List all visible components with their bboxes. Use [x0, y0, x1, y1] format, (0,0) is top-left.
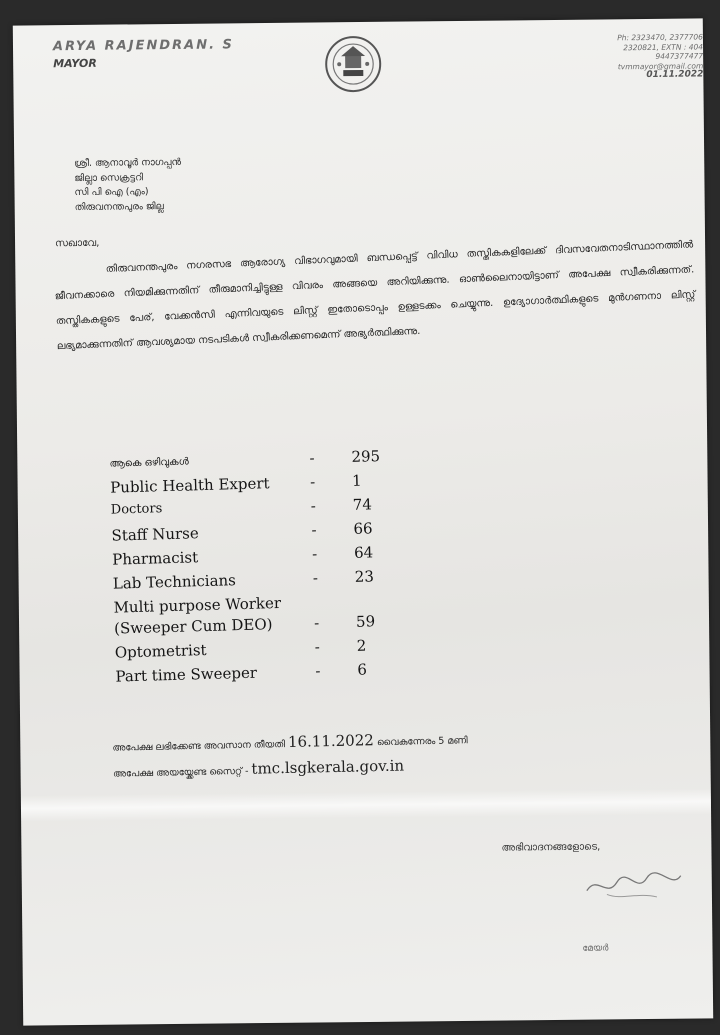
deadline-date: 16.11.2022: [287, 731, 375, 751]
vacancy-count: 66: [353, 519, 373, 538]
application-site: tmc.lsgkerala.gov.in: [251, 756, 405, 778]
address-line: തിരുവനന്തപുരം ജില്ല: [74, 200, 164, 213]
vacancy-dash: -: [315, 661, 321, 680]
vacancy-label: Optometrist: [114, 641, 207, 662]
vacancy-label: Doctors: [110, 501, 163, 518]
vacancy-dash: -: [312, 568, 319, 588]
vacancy-label: Public Health Expert: [109, 474, 270, 497]
body-paragraph: തിരുവനന്തപുരം നഗരസഭ ആരോഗ്യ വിഭാഗവുമായി ബന്ധപ്പെട്ട് വിവിധ തസ്തികകളിലേക്ക് ദിവസവേതനാടിസ്ഥാനത്തിൽ ജീവനക്കാരെ നിയമിക്കുന്നതിന് തീരുമാനിച്ചിട്ടുള്ള വിവരം അങ്ങയെ അറിയിക്കുന്നു. ഓൺലൈനായിട്ടാണ് അപേക്ഷ സ്വീകരിക്കുന്നത്. തസ്തികകളുടെ പേര്, വേക്കൻസി എന്നിവയുടെ ലിസ്റ്റ് ഇതോടൊപ്പം ഉള്ളടക്കം ചെയ്യുന്നു. ഉദ്യോഗാർത്ഥികളുടെ മുൻഗണനാ ലിസ്റ്റ് ലഭ്യമാക്കുന്നതിന് ആവശ്യമായ നടപടികൾ സ്വീകരിക്കണമെന്ന് അഭ്യർത്ഥിക്കുന്നു.: [54, 239, 696, 353]
address-line: ശ്രീ. ആനാവൂർ നാഗപ്പൻ: [74, 156, 182, 170]
letter-page: [13, 18, 713, 1025]
vacancy-count: 1: [351, 471, 362, 490]
vacancy-dash: -: [311, 520, 317, 540]
mayor-name: ARYA RAJENDRAN. S: [52, 37, 234, 55]
vacancy-count: 2: [356, 636, 367, 655]
address-line: സി പി ഐ (എം): [74, 186, 149, 199]
vacancy-dash: -: [314, 637, 321, 656]
contact-phone: Ph: 2323470, 2377706: [617, 32, 703, 43]
deadline-label: അപേക്ഷ ലഭിക്കേണ്ട അവസാന തീയതി: [112, 739, 286, 754]
vacancy-dash: -: [311, 544, 318, 564]
vacancy-count: 295: [351, 447, 381, 466]
closing-line: അഭിവാദനങ്ങളോടെ,: [501, 841, 601, 854]
mayor-title: MAYOR: [53, 56, 97, 71]
site-label: അപേക്ഷ അയയ്ക്കേണ്ട സൈറ്റ് -: [112, 765, 249, 780]
vacancy-label: ആകെ ഒഴിവുകൾ: [109, 456, 189, 470]
address-line: ജില്ലാ സെക്രട്ടറി: [74, 171, 144, 184]
deadline-time: വൈകുന്നേരം 5 മണി: [376, 735, 468, 749]
vacancy-label: Lab Technicians: [112, 571, 237, 593]
recipient-address: [74, 156, 181, 215]
contact-email: tvmmayor@gmail.com: [617, 60, 704, 71]
paper-fold: [21, 788, 711, 821]
vacancy-count: 59: [355, 612, 376, 631]
contact-phone-extn: 2320821, EXTN : 404: [623, 41, 704, 52]
deadline-block: [112, 725, 673, 789]
vacancy-count: 74: [352, 495, 373, 514]
vacancy-label: Multi purpose Worker: [113, 593, 282, 617]
salutation: സഖാവേ,: [55, 237, 100, 250]
vacancy-dash: -: [309, 472, 316, 492]
vacancy-count: 23: [354, 567, 375, 586]
letter-date: 01.11.2022: [646, 69, 704, 81]
corporation-emblem-icon: [323, 34, 384, 95]
vacancy-list: [109, 446, 416, 691]
vacancy-label: (Sweeper Cum DEO): [113, 615, 273, 638]
vacancy-label: Pharmacist: [111, 548, 199, 569]
vacancy-count: 64: [353, 543, 374, 562]
contact-block: [533, 32, 703, 81]
vacancy-dash: -: [313, 613, 320, 632]
vacancy-dash: -: [309, 448, 315, 468]
vacancy-dash: -: [310, 496, 317, 516]
vacancy-label: Staff Nurse: [111, 524, 199, 545]
signatory-name: മേയർ: [582, 943, 609, 954]
contact-mobile: 9447377477: [655, 51, 704, 61]
vacancy-label: Part time Sweeper: [115, 663, 258, 686]
vacancy-count: 6: [357, 660, 368, 679]
signature-icon: [577, 864, 687, 905]
